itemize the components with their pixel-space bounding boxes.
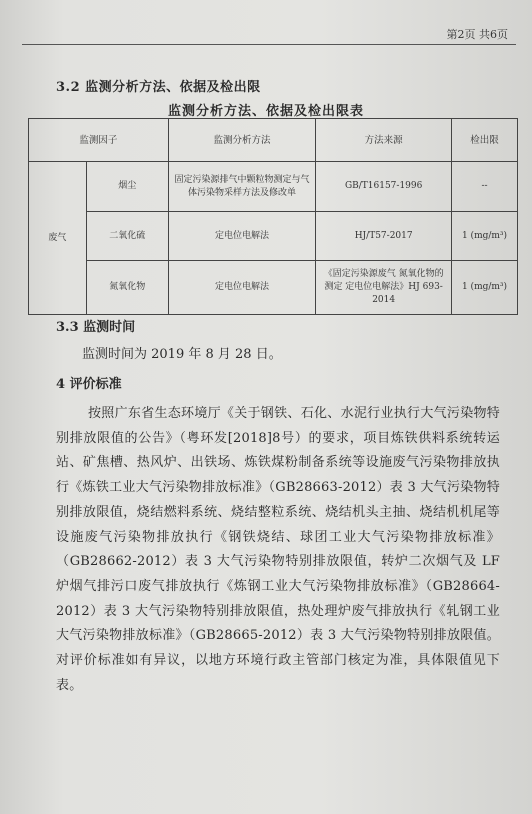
limit-cell: -- xyxy=(452,162,518,212)
header-method: 监测分析方法 xyxy=(168,119,316,162)
method-cell: 固定污染源排气中颗粒物测定与气体污染物采样方法及修改单 xyxy=(168,162,316,212)
source-cell: 《固定污染源废气 氮氧化物的测定 定电位电解法》HJ 693-2014 xyxy=(316,261,452,315)
table-row xyxy=(29,162,518,212)
header-limit: 检出限 xyxy=(452,119,518,162)
page-number: 第2页 共6页 xyxy=(446,28,508,41)
factor-cell: 二氧化硫 xyxy=(86,212,168,261)
section-4-title: 4 评价标准 xyxy=(56,377,122,392)
factor-cell: 烟尘 xyxy=(86,162,168,212)
limit-cell: 1 (mg/m³) xyxy=(452,212,518,261)
section-4-body: 按照广东省生态环境厅《关于钢铁、石化、水泥行业执行大气污染物特别排放限值的公告》（粤环发[2018]8号）的要求，项目炼铁供料系统转运站、矿焦槽、热风炉、出铁场、炼铁煤粉制备系统等设施废气污染物排放执行《炼铁工业大气污染物排放标准》（GB28663-2012）表 3 大气污染物特别排放限值，烧结燃料系统、烧结整粒系统、烧结机头主抽、烧结机机尾等设施废气污染物排放执行《钢铁烧结、球团工业大气污染物排放标准》（GB28662-2012）表 3 大气污染物特别排放限值，转炉二次烟气及 LF 炉烟气排污口废气排放执行《炼钢工业大气污染物排放标准》（GB28664-2012）表 3 大气污染物特别排放限值，热处理炉废气排放执行《轧钢工业大气污染物排放标准》（GB28665-2012）表 3 大气污染物特别排放限值。对评价标准如有异议，以地方环境行政主管部门核定为准，具体限值见下表。 xyxy=(56,406,500,693)
table-row xyxy=(29,261,518,315)
source-cell: HJ/T57-2017 xyxy=(316,212,452,261)
table-header-row xyxy=(29,119,518,162)
factor-cell: 氮氧化物 xyxy=(86,261,168,315)
category-cell: 废气 xyxy=(29,162,87,315)
methods-table xyxy=(28,118,518,315)
monitoring-date-text: 监测时间为 2019 年 8 月 28 日。 xyxy=(82,347,282,362)
header-factor: 监测因子 xyxy=(29,119,169,162)
section-3-2-title: 3.2 监测分析方法、依据及检出限 xyxy=(56,80,261,95)
method-cell: 定电位电解法 xyxy=(168,261,316,315)
limit-cell: 1 (mg/m³) xyxy=(452,261,518,315)
header-source: 方法来源 xyxy=(316,119,452,162)
method-cell: 定电位电解法 xyxy=(168,212,316,261)
source-cell: GB/T16157-1996 xyxy=(316,162,452,212)
section-3-3-title: 3.3 监测时间 xyxy=(56,320,136,335)
table-row xyxy=(29,212,518,261)
header-rule xyxy=(22,44,516,45)
table-caption: 监测分析方法、依据及检出限表 xyxy=(167,104,364,119)
